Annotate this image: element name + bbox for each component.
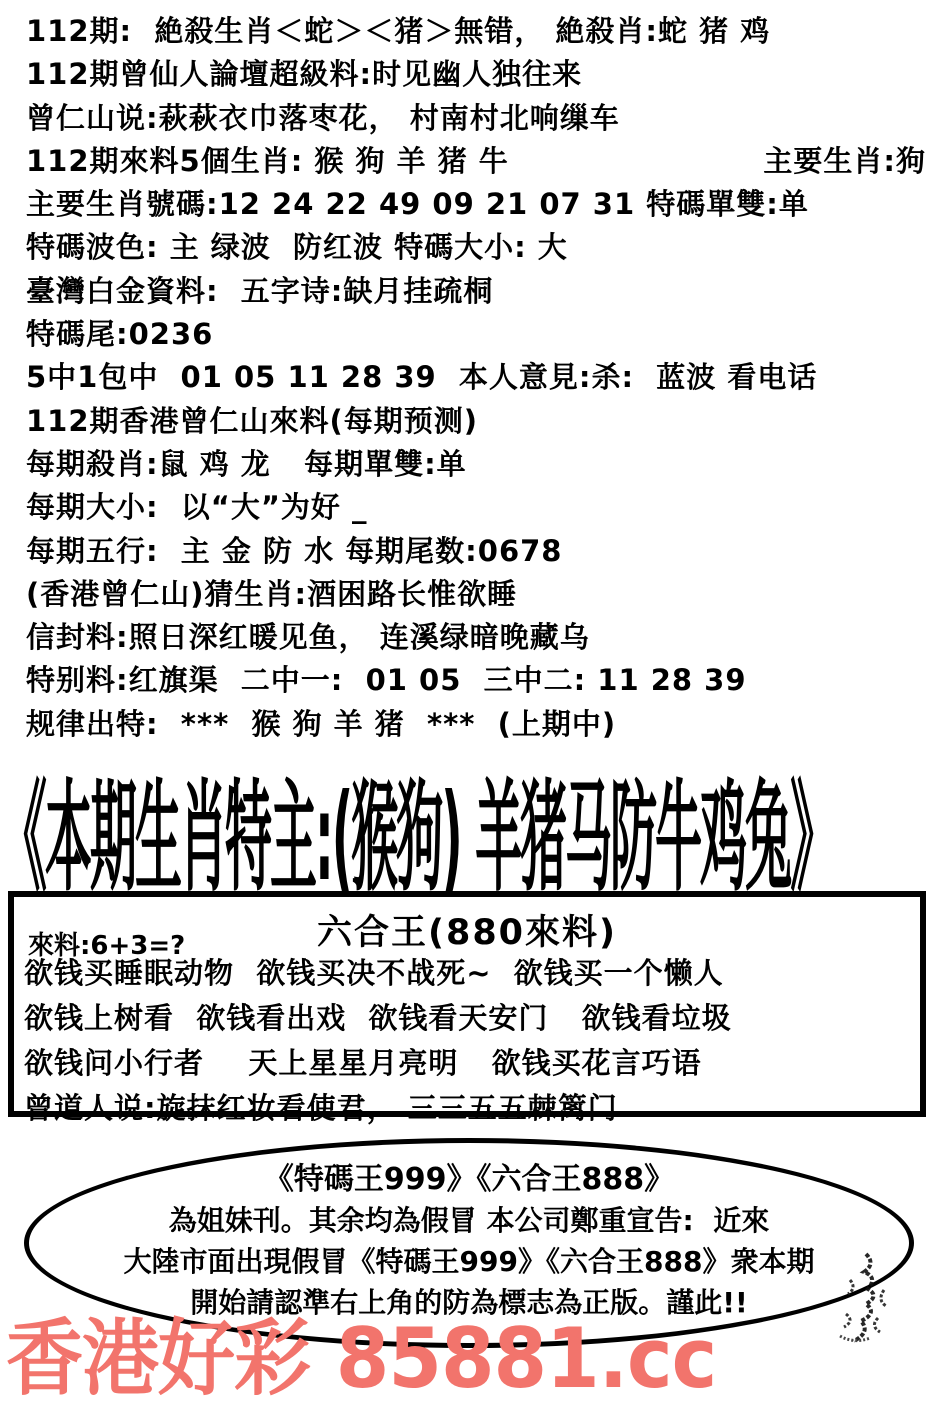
- line-text: (香港曾仁山)猜生肖:酒困路长惟欲睡: [26, 576, 518, 611]
- text-line: [26, 10, 926, 53]
- text-line: [26, 226, 926, 269]
- line-text: 信封料:照日深红暖见鱼， 连溪绿暗晚藏乌: [26, 620, 590, 655]
- line-text: 规律出特: *** 猴 狗 羊 猪 *** (上期中): [26, 706, 617, 741]
- riddle-line: 欲钱买睡眠动物 欲钱买决不战死~ 欲钱买一个懒人: [24, 956, 724, 990]
- line-text: 特碼波色: 主 绿波 防红波 特碼大小: 大: [26, 230, 568, 265]
- incoming-material-note: 來料:6+3=?: [28, 931, 186, 961]
- line-text: 特别料:红旗渠 二中一: 01 05 三中二: 11 28 39: [26, 663, 747, 698]
- text-line: [26, 703, 926, 746]
- anti-counterfeit-seal-icon: [828, 1252, 904, 1348]
- line-text: 5中1包中 01 05 11 28 39 本人意見:杀: 蓝波 看电话: [26, 360, 818, 395]
- notice-line: 為姐妹刊。其余均為假冒 本公司鄭重宣告: 近來: [168, 1204, 770, 1237]
- zodiac-headline: [0, 744, 938, 910]
- line-text: 主要生肖號碼:12 24 22 49 09 21 07 31 特碼單雙:单: [26, 187, 809, 222]
- text-line: [26, 270, 926, 313]
- text-line: [26, 573, 926, 616]
- notice-line: 《特碼王999》《六合王888》: [263, 1162, 675, 1197]
- line-text: 每期殺肖:鼠 鸡 龙 每期單雙:单: [26, 446, 467, 481]
- line-text: 112期香港曾仁山來料(每期预测): [26, 403, 479, 438]
- notice-line: 開始請認準右上角的防為標志為正版。謹此!!: [190, 1286, 748, 1319]
- line-text: 每期五行: 主 金 防 水 每期尾数:0678: [26, 533, 563, 568]
- text-line: [26, 530, 926, 573]
- line-text: 曾仁山说:萩萩衣巾落枣花， 村南村北响缫车: [26, 100, 620, 135]
- notice-line: 大陸市面出現假冒《特碼王999》《六合王888》衆本期: [123, 1245, 815, 1278]
- line-text: 112期來料5個生肖: 猴 狗 羊 猪 牛: [26, 143, 509, 178]
- site-watermark: 香港好彩 85881.cc: [6, 1311, 717, 1408]
- text-line: [26, 53, 926, 96]
- line-text: 112期: 絶殺生肖＜蛇＞＜猪＞無错， 絶殺肖:蛇 猪 鸡: [26, 14, 771, 48]
- liuhewang-title-row: [24, 899, 910, 961]
- line-text: 每期大小: 以“大”为好 _: [26, 490, 368, 525]
- text-line: [26, 659, 926, 702]
- text-line: [26, 400, 926, 443]
- text-line: [26, 313, 926, 356]
- line-text-right: 主要生肖:狗: [763, 143, 926, 178]
- text-line: [26, 356, 926, 399]
- line-text: 特碼尾:0236: [26, 317, 214, 352]
- text-line: [26, 486, 926, 529]
- text-line: [26, 140, 926, 183]
- prediction-text-block: [26, 10, 926, 746]
- riddle-line: 欲钱问小行者 天上星星月亮明 欲钱买花言巧语: [24, 1046, 702, 1080]
- line-text: 臺灣白金資料: 五字诗:缺月挂疏桐: [26, 273, 494, 308]
- riddle-line: 曾道人说:旋抹红妆看使君， 三三五五棘篱门: [24, 1091, 618, 1125]
- riddle-line: 欲钱上树看 欲钱看出戏 欲钱看天安门 欲钱看垃圾: [24, 1001, 732, 1035]
- text-line: [26, 443, 926, 486]
- liuhewang-box: [8, 891, 926, 1125]
- text-line: [26, 616, 926, 659]
- text-line: [26, 183, 926, 226]
- text-line: [26, 97, 926, 140]
- line-text: 112期曾仙人論壇超級料:时见幽人独往来: [26, 57, 583, 92]
- liuhewang-title: 六合王(880來料): [316, 913, 618, 953]
- zodiac-headline-text: 《本期生肖特主:(猴狗) 羊猪马防牛鸡兔》: [0, 769, 836, 910]
